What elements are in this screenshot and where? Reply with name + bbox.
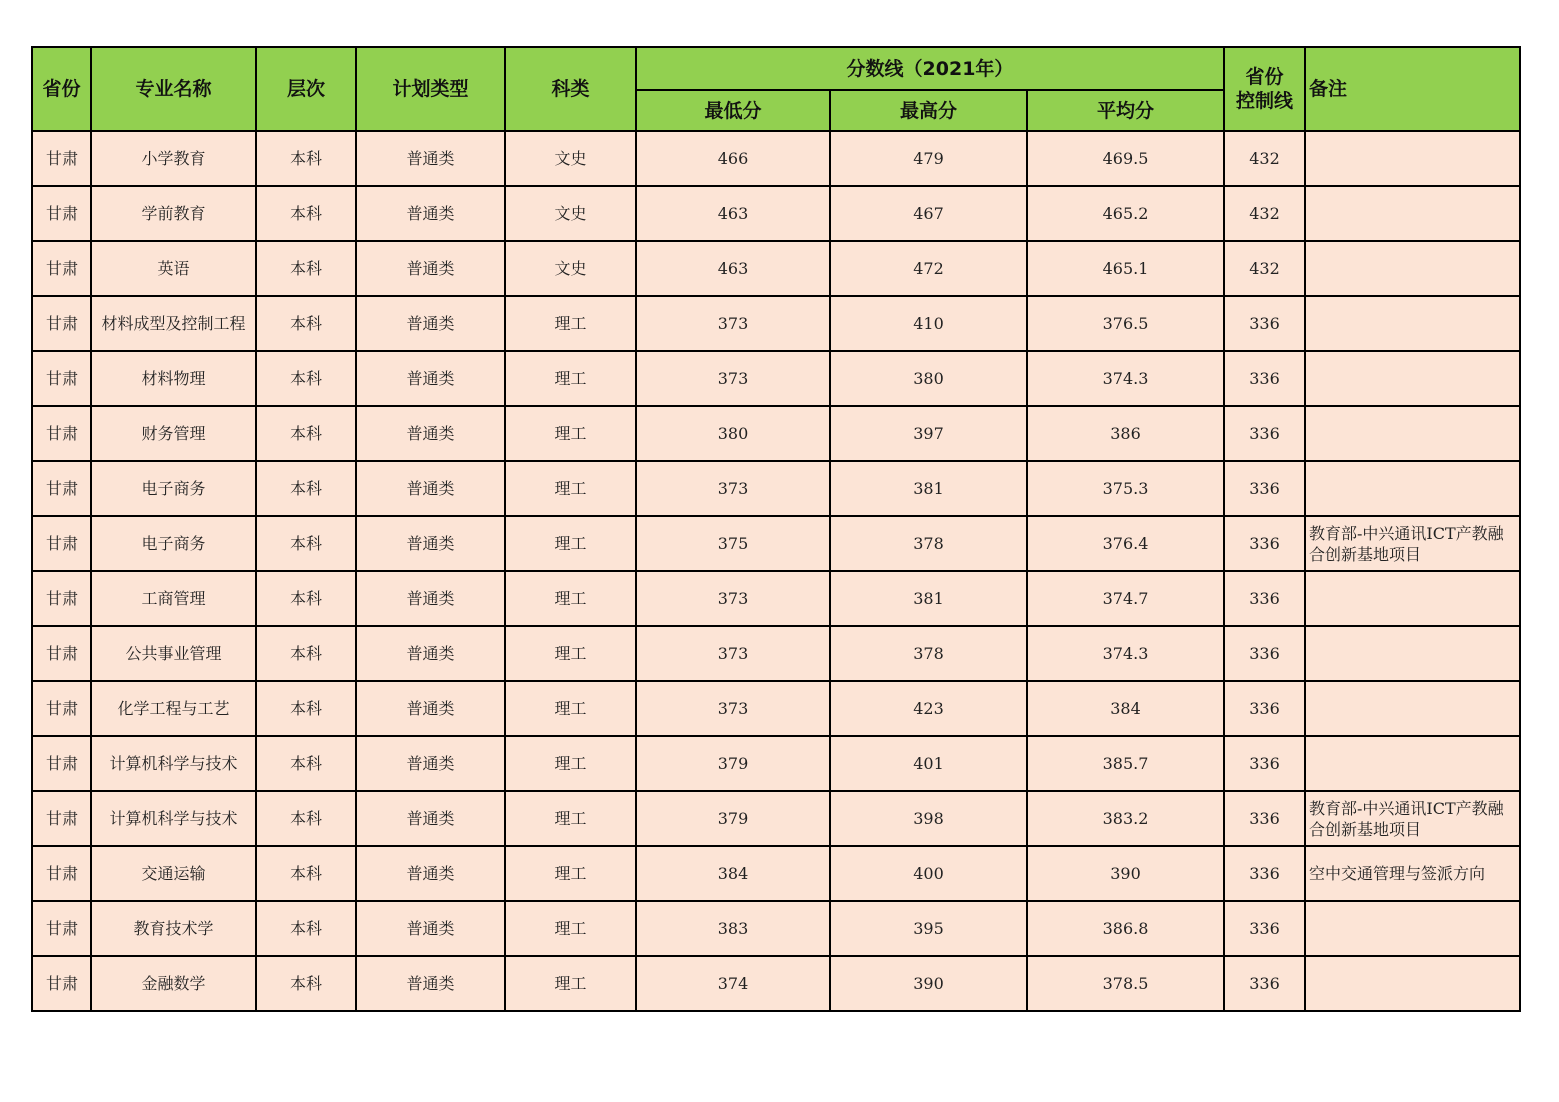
cell-control-line: 336 [1224,351,1305,406]
cell-major: 电子商务 [91,516,256,571]
cell-control-line: 336 [1224,901,1305,956]
cell-note [1305,736,1520,791]
cell-control-line: 336 [1224,516,1305,571]
cell-note [1305,626,1520,681]
cell-avg-score: 465.1 [1027,241,1224,296]
cell-major: 交通运输 [91,846,256,901]
cell-category: 理工 [505,626,636,681]
table-row [32,516,1520,571]
cell-min-score: 383 [636,901,830,956]
cell-major: 材料物理 [91,351,256,406]
cell-category: 理工 [505,956,636,1011]
score-table [31,46,1521,1012]
cell-max-score: 390 [830,956,1027,1011]
cell-min-score: 373 [636,571,830,626]
header-note: 备注 [1305,47,1520,131]
cell-avg-score: 386.8 [1027,901,1224,956]
table-row [32,131,1520,186]
cell-plan-type: 普通类 [356,626,505,681]
cell-avg-score: 385.7 [1027,736,1224,791]
cell-control-line: 336 [1224,681,1305,736]
cell-category: 理工 [505,406,636,461]
cell-major: 小学教育 [91,131,256,186]
cell-control-line: 336 [1224,296,1305,351]
cell-min-score: 373 [636,626,830,681]
cell-province: 甘肃 [32,351,91,406]
cell-category: 理工 [505,571,636,626]
cell-max-score: 381 [830,571,1027,626]
cell-major: 化学工程与工艺 [91,681,256,736]
cell-control-line: 336 [1224,736,1305,791]
cell-province: 甘肃 [32,241,91,296]
cell-category: 理工 [505,681,636,736]
cell-min-score: 384 [636,846,830,901]
cell-min-score: 380 [636,406,830,461]
table-row [32,571,1520,626]
cell-avg-score: 376.5 [1027,296,1224,351]
cell-min-score: 463 [636,241,830,296]
cell-control-line: 336 [1224,571,1305,626]
cell-major: 公共事业管理 [91,626,256,681]
header-control-line-top: 省份 [1245,66,1284,88]
cell-category: 文史 [505,131,636,186]
header-min-score: 最低分 [636,90,830,131]
cell-major: 财务管理 [91,406,256,461]
cell-plan-type: 普通类 [356,956,505,1011]
header-level: 层次 [256,47,356,131]
cell-min-score: 373 [636,461,830,516]
cell-plan-type: 普通类 [356,791,505,846]
cell-level: 本科 [256,241,356,296]
cell-plan-type: 普通类 [356,241,505,296]
cell-province: 甘肃 [32,571,91,626]
cell-avg-score: 384 [1027,681,1224,736]
cell-level: 本科 [256,461,356,516]
cell-control-line: 336 [1224,461,1305,516]
cell-province: 甘肃 [32,296,91,351]
header-max-score: 最高分 [830,90,1027,131]
cell-max-score: 410 [830,296,1027,351]
cell-min-score: 379 [636,791,830,846]
header-score-group: 分数线（2021年） [636,47,1224,90]
header-category: 科类 [505,47,636,131]
table-row [32,846,1520,901]
cell-note [1305,956,1520,1011]
cell-province: 甘肃 [32,901,91,956]
cell-major: 计算机科学与技术 [91,791,256,846]
cell-province: 甘肃 [32,681,91,736]
cell-control-line: 336 [1224,791,1305,846]
cell-plan-type: 普通类 [356,296,505,351]
cell-avg-score: 374.7 [1027,571,1224,626]
cell-province: 甘肃 [32,131,91,186]
cell-province: 甘肃 [32,186,91,241]
table-row [32,406,1520,461]
cell-level: 本科 [256,956,356,1011]
cell-category: 理工 [505,351,636,406]
cell-max-score: 467 [830,186,1027,241]
cell-plan-type: 普通类 [356,186,505,241]
cell-note: 教育部-中兴通讯ICT产教融合创新基地项目 [1305,791,1520,846]
cell-max-score: 378 [830,516,1027,571]
cell-major: 金融数学 [91,956,256,1011]
table-row [32,186,1520,241]
cell-max-score: 400 [830,846,1027,901]
table-row [32,956,1520,1011]
cell-plan-type: 普通类 [356,461,505,516]
table-row [32,461,1520,516]
cell-avg-score: 375.3 [1027,461,1224,516]
cell-plan-type: 普通类 [356,901,505,956]
table-row [32,626,1520,681]
cell-min-score: 373 [636,681,830,736]
cell-level: 本科 [256,406,356,461]
cell-note [1305,241,1520,296]
cell-avg-score: 374.3 [1027,626,1224,681]
cell-major: 材料成型及控制工程 [91,296,256,351]
cell-min-score: 374 [636,956,830,1011]
cell-note [1305,296,1520,351]
cell-province: 甘肃 [32,461,91,516]
table-row [32,681,1520,736]
cell-avg-score: 390 [1027,846,1224,901]
cell-plan-type: 普通类 [356,131,505,186]
cell-max-score: 397 [830,406,1027,461]
cell-avg-score: 386 [1027,406,1224,461]
header-major: 专业名称 [91,47,256,131]
cell-category: 理工 [505,296,636,351]
cell-min-score: 379 [636,736,830,791]
cell-max-score: 423 [830,681,1027,736]
cell-min-score: 373 [636,351,830,406]
cell-plan-type: 普通类 [356,516,505,571]
cell-control-line: 336 [1224,406,1305,461]
cell-category: 文史 [505,186,636,241]
cell-level: 本科 [256,351,356,406]
cell-level: 本科 [256,736,356,791]
cell-plan-type: 普通类 [356,406,505,461]
cell-plan-type: 普通类 [356,351,505,406]
cell-level: 本科 [256,626,356,681]
cell-control-line: 336 [1224,956,1305,1011]
cell-control-line: 432 [1224,186,1305,241]
cell-level: 本科 [256,791,356,846]
cell-avg-score: 469.5 [1027,131,1224,186]
cell-category: 理工 [505,516,636,571]
cell-control-line: 432 [1224,241,1305,296]
cell-level: 本科 [256,186,356,241]
cell-province: 甘肃 [32,846,91,901]
cell-avg-score: 376.4 [1027,516,1224,571]
cell-category: 文史 [505,241,636,296]
cell-level: 本科 [256,901,356,956]
cell-major: 电子商务 [91,461,256,516]
cell-avg-score: 465.2 [1027,186,1224,241]
cell-min-score: 373 [636,296,830,351]
cell-control-line: 432 [1224,131,1305,186]
table-body [32,131,1520,1011]
cell-min-score: 466 [636,131,830,186]
cell-plan-type: 普通类 [356,846,505,901]
cell-level: 本科 [256,571,356,626]
cell-note [1305,131,1520,186]
cell-category: 理工 [505,901,636,956]
cell-category: 理工 [505,846,636,901]
table-row [32,901,1520,956]
header-plan-type: 计划类型 [356,47,505,131]
cell-plan-type: 普通类 [356,736,505,791]
cell-level: 本科 [256,681,356,736]
cell-plan-type: 普通类 [356,681,505,736]
cell-control-line: 336 [1224,626,1305,681]
cell-province: 甘肃 [32,516,91,571]
cell-level: 本科 [256,846,356,901]
cell-note [1305,571,1520,626]
cell-max-score: 380 [830,351,1027,406]
table-row [32,791,1520,846]
cell-province: 甘肃 [32,626,91,681]
cell-note: 空中交通管理与签派方向 [1305,846,1520,901]
cell-note [1305,681,1520,736]
cell-note [1305,406,1520,461]
cell-max-score: 479 [830,131,1027,186]
cell-province: 甘肃 [32,736,91,791]
header-control-line [1224,47,1305,131]
cell-max-score: 401 [830,736,1027,791]
cell-max-score: 395 [830,901,1027,956]
cell-major: 工商管理 [91,571,256,626]
cell-province: 甘肃 [32,406,91,461]
table-row [32,241,1520,296]
cell-category: 理工 [505,791,636,846]
cell-major: 计算机科学与技术 [91,736,256,791]
table-row [32,296,1520,351]
cell-level: 本科 [256,296,356,351]
cell-min-score: 463 [636,186,830,241]
cell-max-score: 381 [830,461,1027,516]
cell-level: 本科 [256,131,356,186]
cell-note [1305,351,1520,406]
cell-plan-type: 普通类 [356,571,505,626]
cell-avg-score: 374.3 [1027,351,1224,406]
table-row [32,736,1520,791]
cell-major: 教育技术学 [91,901,256,956]
cell-category: 理工 [505,736,636,791]
cell-major: 英语 [91,241,256,296]
cell-max-score: 472 [830,241,1027,296]
cell-max-score: 378 [830,626,1027,681]
cell-avg-score: 383.2 [1027,791,1224,846]
cell-province: 甘肃 [32,791,91,846]
table-header [32,47,1520,131]
cell-note [1305,901,1520,956]
cell-note [1305,186,1520,241]
cell-note: 教育部-中兴通讯ICT产教融合创新基地项目 [1305,516,1520,571]
cell-max-score: 398 [830,791,1027,846]
cell-min-score: 375 [636,516,830,571]
cell-control-line: 336 [1224,846,1305,901]
cell-major: 学前教育 [91,186,256,241]
cell-avg-score: 378.5 [1027,956,1224,1011]
header-avg-score: 平均分 [1027,90,1224,131]
cell-category: 理工 [505,461,636,516]
cell-note [1305,461,1520,516]
table-row [32,351,1520,406]
cell-level: 本科 [256,516,356,571]
header-province: 省份 [32,47,91,131]
header-control-line-bottom: 控制线 [1235,90,1293,112]
cell-province: 甘肃 [32,956,91,1011]
